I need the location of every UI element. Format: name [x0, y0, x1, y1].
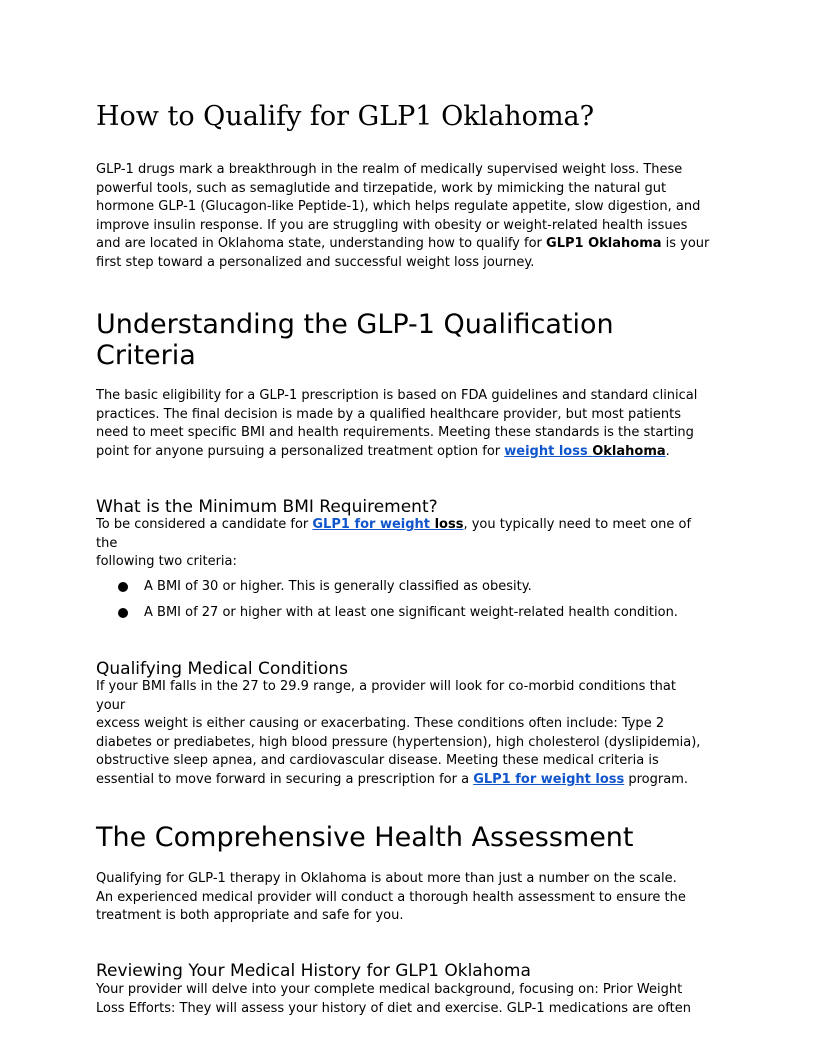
text-line: GLP-1 drugs mark a breakthrough in the realm of medically supervised weight loss. These — [96, 162, 683, 177]
bmi-criteria-list — [96, 578, 720, 630]
text-line: the — [96, 535, 118, 551]
list-item: A BMI of 27 or higher with at least one significant weight-related health condition. — [96, 604, 720, 630]
weight-loss-oklahoma-link[interactable]: weight loss Oklahoma — [504, 443, 666, 459]
text-line: Your provider will delve into your complete medical background, focusing on: Prior Weight — [96, 982, 683, 997]
text-line: following two criteria: — [96, 554, 237, 570]
text-line: point for anyone pursuing a personalized treatment option for weight loss Oklahoma. — [96, 443, 670, 459]
section-heading-conditions: Qualifying Medical Conditions — [96, 659, 348, 679]
bold-keyword: GLP1 Oklahoma — [546, 236, 662, 252]
bullet-icon — [118, 608, 128, 618]
text-line: excess weight is either causing or exacerbating. These conditions often include: Type 2 — [96, 716, 665, 732]
text-line: Qualifying for GLP-1 therapy in Oklahoma is about more than just a number on the scale. — [96, 871, 677, 886]
criteria-paragraph — [96, 387, 720, 461]
text-line: obstructive sleep apnea, and cardiovascular disease. Meeting these medical criteria is — [96, 753, 659, 769]
section-heading-history: Reviewing Your Medical History for GLP1 Oklahoma — [96, 961, 531, 981]
text-line: hormone GLP-1 (Glucagon-like Peptide-1), which helps regulate appetite, slow digestion, and — [96, 199, 701, 215]
page-title: How to Qualify for GLP1 Oklahoma? — [96, 101, 595, 132]
section-heading-assessment: The Comprehensive Health Assessment — [96, 822, 634, 853]
conditions-paragraph — [96, 678, 720, 790]
text-line: If your BMI falls in the 27 to 29.9 range, a provider will look for co-morbid conditions that — [96, 679, 676, 694]
text-line: To be considered a candidate for GLP1 for weight loss, you typically need to meet one of — [96, 517, 692, 532]
text-line: need to meet specific BMI and health requirements. Meeting these standards is the starting — [96, 425, 694, 441]
text-line: first step toward a personalized and successful weight loss journey. — [96, 254, 535, 270]
bmi-paragraph — [96, 516, 720, 572]
text-line: An experienced medical provider will conduct a thorough health assessment to ensure the — [96, 889, 686, 905]
text-line: your — [96, 697, 126, 713]
glp1-weight-loss-program-link[interactable]: GLP1 for weight loss — [473, 771, 625, 787]
history-paragraph — [96, 981, 720, 1018]
text-line: Loss Efforts: They will assess your history of diet and exercise. GLP-1 medications are often — [96, 1000, 691, 1016]
list-item: A BMI of 30 or higher. This is generally classified as obesity. — [96, 578, 720, 604]
text-line: essential to move forward in securing a prescription for a GLP1 for weight loss program. — [96, 771, 688, 787]
assessment-paragraph — [96, 870, 720, 926]
text-line: treatment is both appropriate and safe for you. — [96, 908, 404, 924]
text-line: practices. The final decision is made by a qualified healthcare provider, but most patients — [96, 406, 681, 422]
section-heading-criteria: Understanding the GLP-1 Qualification Criteria — [96, 309, 614, 371]
text-line: diabetes or prediabetes, high blood pressure (hypertension), high cholesterol (dyslipidemia), — [96, 734, 701, 750]
text-line: and are located in Oklahoma state, understanding how to qualify for GLP1 Oklahoma is your — [96, 236, 710, 252]
intro-paragraph — [96, 161, 720, 273]
text-line: powerful tools, such as semaglutide and tirzepatide, work by mimicking the natural gut — [96, 180, 667, 196]
section-heading-bmi: What is the Minimum BMI Requirement? — [96, 497, 438, 517]
glp1-weight-loss-link[interactable]: GLP1 for weight loss — [312, 517, 464, 532]
text-line: improve insulin response. If you are struggling with obesity or weight-related health issues — [96, 217, 688, 233]
text-line: The basic eligibility for a GLP-1 prescription is based on FDA guidelines and standard clinical — [96, 388, 698, 403]
bullet-icon — [118, 582, 128, 592]
